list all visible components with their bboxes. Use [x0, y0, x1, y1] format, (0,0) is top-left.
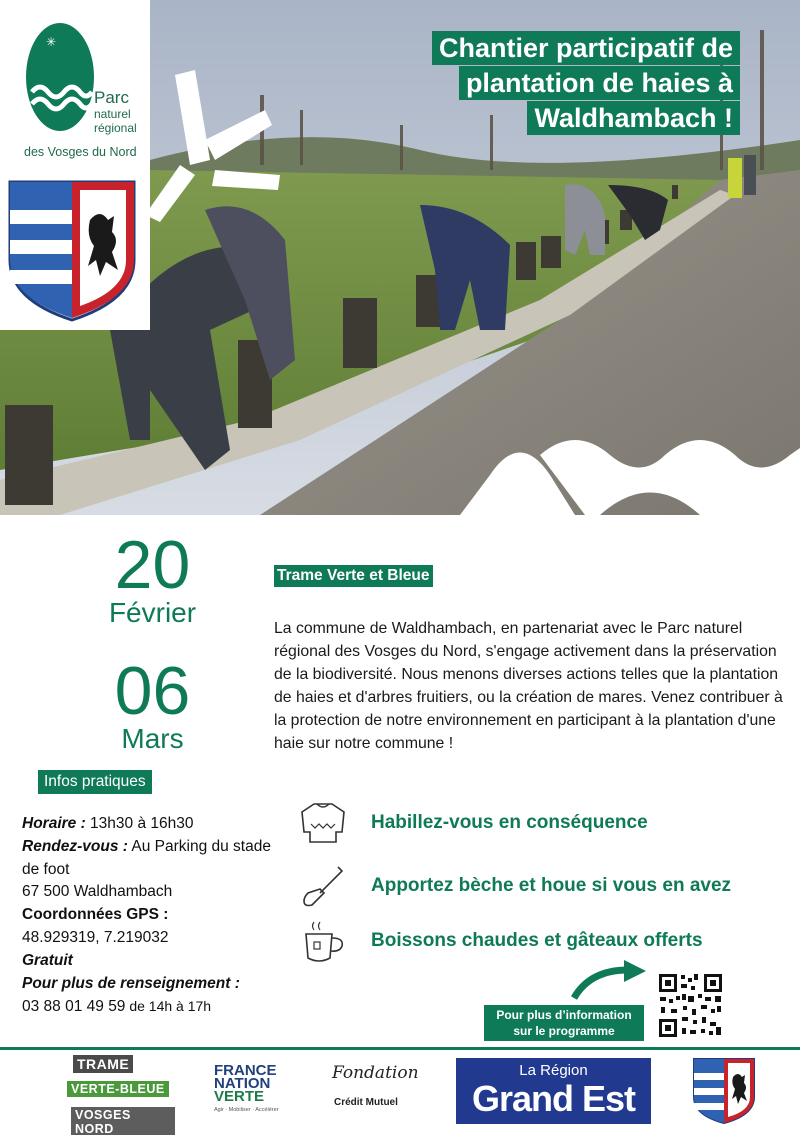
fnv-line2: NATION: [214, 1075, 271, 1092]
title-line-1: Chantier participatif de: [432, 31, 740, 65]
coat-of-arms-small-icon: [692, 1057, 756, 1125]
tea-cup-icon: [298, 916, 348, 966]
date-1: [60, 527, 245, 628]
fnv-line1: FRANCE: [214, 1062, 277, 1079]
sweater-icon: [298, 798, 348, 848]
arrow-icon: [570, 958, 650, 1003]
tip-tools: [298, 861, 732, 911]
date-2-day: 06: [114, 653, 191, 729]
hero-photo: [0, 0, 800, 515]
practical-info: [22, 813, 272, 1019]
park-logo-line4: des Vosges du Nord: [24, 145, 137, 159]
date-1-day: 20: [114, 527, 191, 603]
shovel-icon: [298, 861, 348, 911]
fondation-credit-mutuel-logo: [330, 1063, 419, 1118]
more-info-line2: sur le programme: [513, 1024, 615, 1038]
date-2-month: Mars: [121, 723, 184, 754]
more-info-badge[interactable]: [484, 1005, 644, 1041]
phone-number[interactable]: 03 88 01 49 59: [22, 998, 126, 1016]
qr-code-icon[interactable]: [657, 972, 724, 1039]
park-logo-line1: Parc: [94, 88, 129, 107]
fnv-tagline: Agir · Mobiliser · Accélérer: [214, 1107, 279, 1113]
logo-panel: [0, 0, 150, 330]
address: 67 500 Waldhambach: [22, 883, 173, 901]
gratuit: Gratuit: [22, 951, 73, 969]
footer-divider: [0, 1047, 800, 1050]
svg-text:✳: ✳: [46, 35, 57, 49]
tip-snacks: [298, 916, 703, 966]
tip-snacks-label: Boissons chaudes et gâteaux offerts: [371, 930, 703, 951]
region-grand-est-logo: [456, 1058, 651, 1124]
tip-tools-label: Apportez bèche et houe si vous en avez: [371, 875, 732, 896]
phone-hours: de 14h à 17h: [125, 998, 212, 1015]
title-line-3: Waldhambach !: [527, 101, 740, 135]
fnv-line3: VERTE: [214, 1088, 265, 1105]
trame-verte-bleue-logo: [67, 1055, 175, 1135]
trame-line2: VERTE-BLEUE: [67, 1081, 169, 1097]
section-badge: Trame Verte et Bleue: [274, 565, 433, 587]
horaire-value: 13h30 à 16h30: [85, 815, 194, 832]
title-line-2: plantation de haies à: [459, 66, 740, 100]
coat-of-arms-icon: [8, 180, 136, 322]
horaire-label: Horaire :: [22, 815, 86, 832]
fcm-line1: Fondation: [332, 1063, 419, 1083]
tip-clothing-label: Habillez-vous en conséquence: [371, 812, 648, 833]
event-title: [432, 31, 740, 136]
trame-line3: VOSGES NORD: [71, 1107, 175, 1135]
ge-line1: La Région: [519, 1062, 588, 1079]
gps-label: Coordonnées GPS :: [22, 906, 169, 924]
trame-line1: TRAME: [73, 1055, 133, 1073]
tip-clothing: [298, 798, 648, 848]
ge-line2: Grand Est: [471, 1078, 636, 1119]
park-logo-line2: naturel: [94, 107, 131, 121]
more-info-line1: Pour plus d’information: [496, 1008, 632, 1022]
rdv-value: Au Parking du stade de foot: [22, 837, 271, 878]
france-nation-verte-logo: [212, 1062, 294, 1120]
date-2: [60, 653, 245, 754]
rdv-label: Rendez-vous :: [22, 837, 128, 855]
intro-paragraph: La commune de Waldhambach, en partenariat avec le Parc naturel régional des Vosges du Nord, s'engage activement dans la préservation de la biodiversité. Nous menons diverses actions telles que la plantation de haies et d'arbres fruitiers, ou la création de mares. Venez contribuer à la protection de notre environnement en participant à la plantation d'une haie sur notre commune !: [274, 620, 783, 752]
gps-value: 48.929319, 7.219032: [22, 928, 169, 946]
infos-badge: Infos pratiques: [38, 770, 152, 794]
date-1-month: Février: [108, 597, 197, 628]
fcm-line2: Crédit Mutuel: [334, 1097, 398, 1108]
park-logo-line3: régional: [94, 121, 137, 135]
contact-label: Pour plus de renseignement :: [22, 974, 240, 992]
